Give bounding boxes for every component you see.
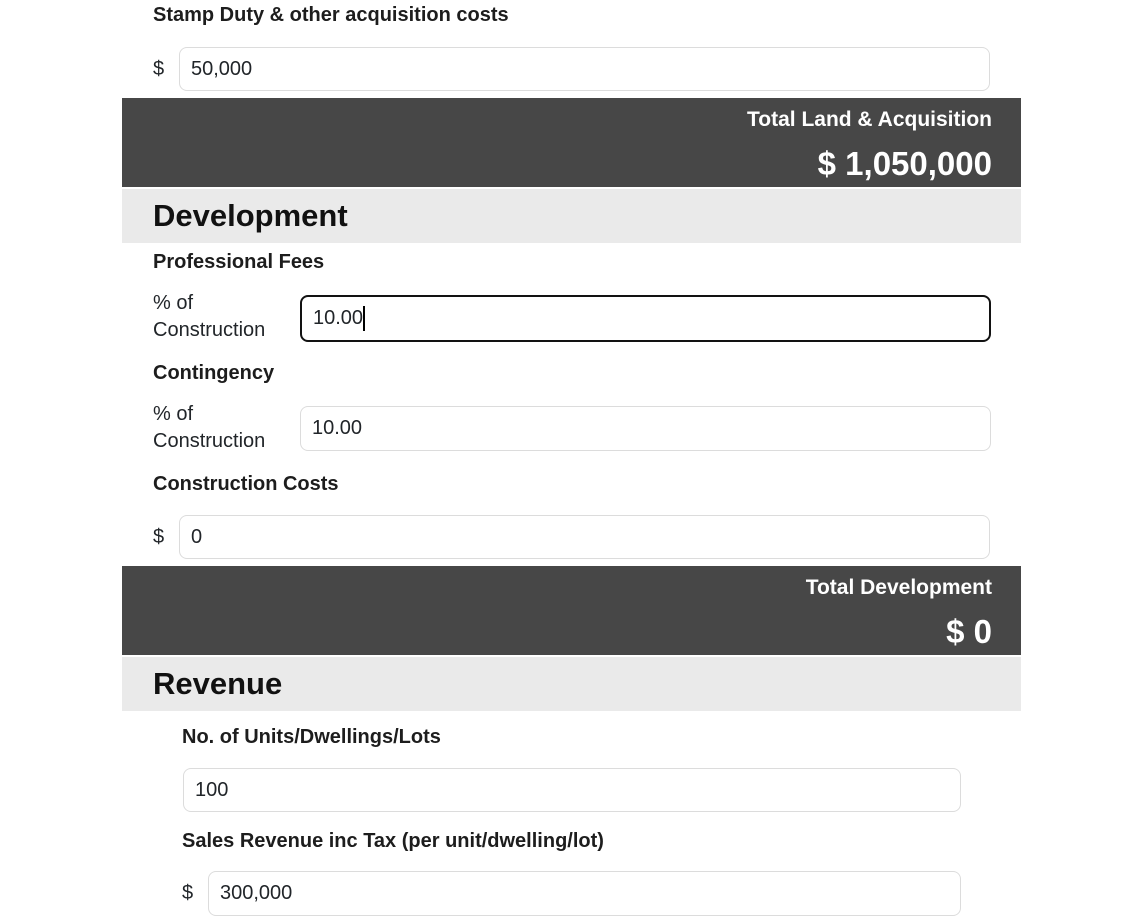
total-development-band	[122, 566, 1021, 655]
total-development-amount: $ 0	[946, 613, 992, 650]
stamp-duty-currency-symbol: $	[153, 58, 165, 80]
stamp-duty-input-wrap	[179, 47, 990, 91]
construction-costs-heading: Construction Costs	[153, 473, 339, 495]
contingency-pct-label: % of Construction	[153, 403, 266, 452]
total-development-label: Total Development	[805, 576, 992, 599]
contingency-heading: Contingency	[153, 362, 275, 384]
revenue-section-band	[122, 657, 1021, 711]
units-heading: No. of Units/Dwellings/Lots	[182, 726, 441, 748]
professional-fees-input-wrap	[300, 295, 991, 342]
revenue-section-title: Revenue	[153, 666, 283, 701]
professional-fees-pct-label: % of Construction	[153, 292, 266, 341]
sales-revenue-input-wrap	[208, 871, 961, 916]
contingency-input[interactable]	[300, 406, 991, 451]
professional-fees-heading: Professional Fees	[153, 251, 325, 273]
total-land-acquisition-band	[122, 98, 1021, 187]
units-input-wrap	[183, 768, 961, 812]
construction-costs-currency-symbol: $	[153, 526, 165, 548]
contingency-input-wrap	[300, 406, 991, 451]
stamp-duty-input[interactable]	[179, 47, 990, 91]
construction-costs-input-wrap	[179, 515, 990, 559]
construction-costs-input[interactable]	[179, 515, 990, 559]
sales-revenue-input[interactable]	[208, 871, 961, 916]
stamp-duty-heading: Stamp Duty & other acquisition costs	[153, 4, 509, 26]
total-land-acquisition-amount: $ 1,050,000	[817, 145, 992, 182]
units-input[interactable]	[183, 768, 961, 812]
professional-fees-input[interactable]	[300, 295, 991, 342]
text-cursor	[363, 306, 365, 331]
sales-revenue-currency-symbol: $	[182, 882, 194, 904]
development-section-band	[122, 189, 1021, 243]
development-section-title: Development	[153, 198, 348, 233]
total-land-acquisition-label: Total Land & Acquisition	[747, 108, 992, 131]
sales-revenue-heading: Sales Revenue inc Tax (per unit/dwelling/lot)	[182, 830, 604, 852]
